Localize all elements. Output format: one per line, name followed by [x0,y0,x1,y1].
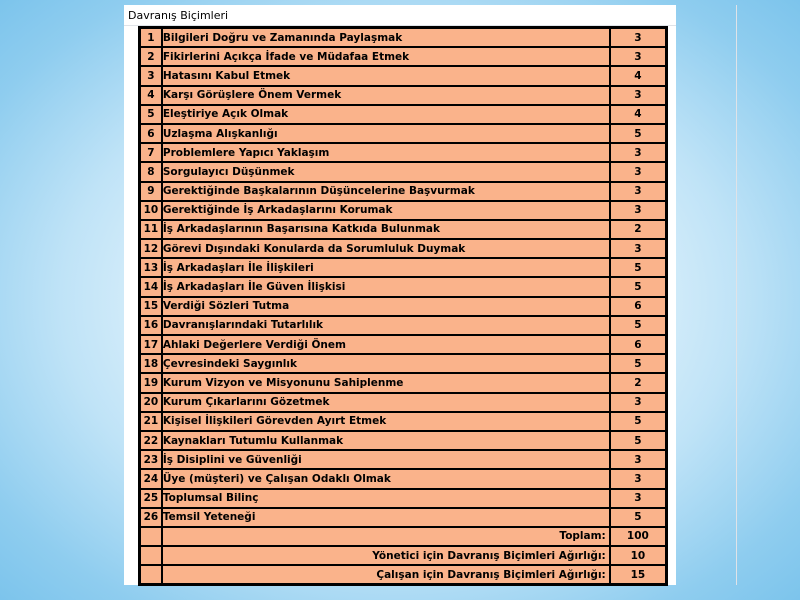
score-cell[interactable]: 5 [610,431,666,450]
table-row [140,162,666,181]
row-number-cell[interactable]: 10 [140,201,162,220]
table-row [140,450,666,469]
table-row [140,277,666,296]
score-cell[interactable]: 6 [610,335,666,354]
table-row [140,182,666,201]
summary-row [140,546,666,565]
table-row [140,86,666,105]
empty-number-cell[interactable] [140,546,162,565]
summary-label-cell[interactable]: Toplam: [162,527,610,546]
score-cell[interactable]: 5 [610,316,666,335]
row-number-cell[interactable]: 1 [140,28,162,47]
score-cell[interactable]: 3 [610,393,666,412]
score-cell[interactable]: 3 [610,182,666,201]
score-cell[interactable]: 5 [610,277,666,296]
row-number-cell[interactable]: 6 [140,124,162,143]
summary-value-cell[interactable]: 100 [610,527,666,546]
score-cell[interactable]: 3 [610,47,666,66]
score-cell[interactable]: 5 [610,124,666,143]
table-row [140,393,666,412]
score-cell[interactable]: 2 [610,373,666,392]
row-number-cell[interactable]: 5 [140,105,162,124]
behavior-label-cell[interactable]: İş Arkadaşları İle Güven İlişkisi [162,277,610,296]
row-number-cell[interactable]: 12 [140,239,162,258]
spreadsheet-sheet [124,5,676,585]
behavior-label-cell[interactable]: Hatasını Kabul Etmek [162,66,610,85]
row-number-cell[interactable]: 11 [140,220,162,239]
table-row [140,489,666,508]
score-cell[interactable]: 6 [610,297,666,316]
row-number-cell[interactable]: 19 [140,373,162,392]
row-number-cell[interactable]: 21 [140,412,162,431]
table-row [140,297,666,316]
behavior-label-cell[interactable]: Problemlere Yapıcı Yaklaşım [162,143,610,162]
row-number-cell[interactable]: 25 [140,489,162,508]
row-number-cell[interactable]: 18 [140,354,162,373]
summary-value-cell[interactable]: 10 [610,546,666,565]
row-number-cell[interactable]: 13 [140,258,162,277]
table-row [140,469,666,488]
behavior-label-cell[interactable]: Gerektiğinde İş Arkadaşlarını Korumak [162,201,610,220]
behavior-table [138,26,668,586]
row-number-cell[interactable]: 7 [140,143,162,162]
row-number-cell[interactable]: 24 [140,469,162,488]
score-cell[interactable]: 3 [610,469,666,488]
row-number-cell[interactable]: 4 [140,86,162,105]
sheet-title[interactable]: Davranış Biçimleri [128,9,229,22]
behavior-label-cell[interactable]: Fikirlerini Açıkça İfade ve Müdafaa Etmek [162,47,610,66]
table-row [140,201,666,220]
table-row [140,47,666,66]
behavior-label-cell[interactable]: İş Arkadaşlarının Başarısına Katkıda Bulunmak [162,220,610,239]
score-cell[interactable]: 5 [610,354,666,373]
behavior-label-cell[interactable]: Temsil Yeteneği [162,508,610,527]
score-cell[interactable]: 5 [610,258,666,277]
row-number-cell[interactable]: 16 [140,316,162,335]
behavior-label-cell[interactable]: İş Disiplini ve Güvenliği [162,450,610,469]
table-row [140,412,666,431]
table-row [140,28,666,47]
table-row [140,220,666,239]
behavior-label-cell[interactable]: Kaynakları Tutumlu Kullanmak [162,431,610,450]
table-row [140,508,666,527]
score-cell[interactable]: 3 [610,239,666,258]
table-row [140,373,666,392]
behavior-label-cell[interactable]: Üye (müşteri) ve Çalışan Odaklı Olmak [162,469,610,488]
behavior-label-cell[interactable]: Sorgulayıcı Düşünmek [162,162,610,181]
behavior-label-cell[interactable]: Bilgileri Doğru ve Zamanında Paylaşmak [162,28,610,47]
summary-row [140,527,666,546]
behavior-label-cell[interactable]: Çevresindeki Saygınlık [162,354,610,373]
row-number-cell[interactable]: 23 [140,450,162,469]
score-cell[interactable]: 5 [610,508,666,527]
behavior-label-cell[interactable]: Uzlaşma Alışkanlığı [162,124,610,143]
table-row [140,239,666,258]
row-number-cell[interactable]: 15 [140,297,162,316]
behavior-label-cell[interactable]: Karşı Görüşlere Önem Vermek [162,86,610,105]
row-number-cell[interactable]: 3 [140,66,162,85]
score-cell[interactable]: 2 [610,220,666,239]
row-number-cell[interactable]: 14 [140,277,162,296]
score-cell[interactable]: 3 [610,28,666,47]
score-cell[interactable]: 3 [610,450,666,469]
table-row [140,258,666,277]
table-row [140,105,666,124]
table-row [140,316,666,335]
behavior-label-cell[interactable]: Eleştiriye Açık Olmak [162,105,610,124]
row-number-cell[interactable]: 17 [140,335,162,354]
score-cell[interactable]: 3 [610,489,666,508]
score-cell[interactable]: 4 [610,66,666,85]
table-row [140,143,666,162]
table-row [140,124,666,143]
behavior-label-cell[interactable]: Kurum Vizyon ve Misyonunu Sahiplenme [162,373,610,392]
empty-number-cell[interactable] [140,565,162,584]
grid-line-right [736,5,737,585]
summary-value-cell[interactable]: 15 [610,565,666,584]
score-cell[interactable]: 3 [610,201,666,220]
row-number-cell[interactable]: 26 [140,508,162,527]
behavior-label-cell[interactable]: İş Arkadaşları İle İlişkileri [162,258,610,277]
behavior-label-cell[interactable]: Toplumsal Bilinç [162,489,610,508]
empty-number-cell[interactable] [140,527,162,546]
score-cell[interactable]: 3 [610,162,666,181]
table-row [140,66,666,85]
score-cell[interactable]: 3 [610,86,666,105]
summary-label-cell[interactable]: Yönetici için Davranış Biçimleri Ağırlığı: [162,546,610,565]
row-number-cell[interactable]: 22 [140,431,162,450]
behavior-label-cell[interactable]: Ahlaki Değerlere Verdiği Önem [162,335,610,354]
row-number-cell[interactable]: 2 [140,47,162,66]
summary-label-cell[interactable]: Çalışan için Davranış Biçimleri Ağırlığı: [162,565,610,584]
summary-row [140,565,666,584]
row-number-cell[interactable]: 20 [140,393,162,412]
behavior-label-cell[interactable]: Kurum Çıkarlarını Gözetmek [162,393,610,412]
behavior-label-cell[interactable]: Gerektiğinde Başkalarının Düşüncelerine Başvurmak [162,182,610,201]
behavior-label-cell[interactable]: Verdiği Sözleri Tutma [162,297,610,316]
score-cell[interactable]: 3 [610,143,666,162]
row-number-cell[interactable]: 9 [140,182,162,201]
behavior-label-cell[interactable]: Kişisel İlişkileri Görevden Ayırt Etmek [162,412,610,431]
table-row [140,354,666,373]
table-row [140,335,666,354]
score-cell[interactable]: 5 [610,412,666,431]
behavior-label-cell[interactable]: Görevi Dışındaki Konularda da Sorumluluk Duymak [162,239,610,258]
row-number-cell[interactable]: 8 [140,162,162,181]
table-row [140,431,666,450]
score-cell[interactable]: 4 [610,105,666,124]
behavior-label-cell[interactable]: Davranışlarındaki Tutarlılık [162,316,610,335]
